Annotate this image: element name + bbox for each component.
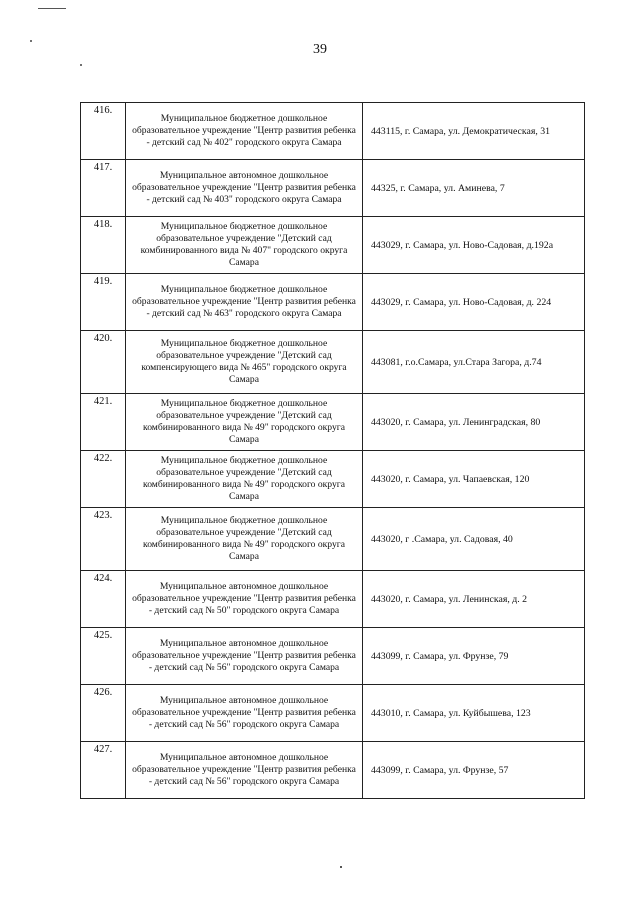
institution-name: Муниципальное автономное дошкольное образовательное учреждение "Центр развития ребенка - детский сад № 56" городского округа Самара <box>126 628 363 685</box>
institution-name: Муниципальное бюджетное дошкольное образовательное учреждение "Центр развития ребенка - детский сад № 402" городского округа Самара <box>126 103 363 160</box>
institution-address: 443020, г. Самара, ул. Чапаевская, 120 <box>363 451 585 508</box>
institution-name: Муниципальное бюджетное дошкольное образовательное учреждение "Детский сад комбинированного вида № 49" городского округа Самара <box>126 451 363 508</box>
scan-artifact-dot <box>80 64 82 66</box>
table-row <box>81 160 585 217</box>
table-row <box>81 628 585 685</box>
scan-artifact-line <box>38 8 66 9</box>
institution-name: Муниципальное бюджетное дошкольное образовательное учреждение "Детский сад компенсирующего вида № 465" городского округа Самара <box>126 331 363 394</box>
row-number: 424. <box>81 571 126 628</box>
table-row <box>81 508 585 571</box>
table-row <box>81 685 585 742</box>
institution-address: 44325, г. Самара, ул. Аминева, 7 <box>363 160 585 217</box>
institution-name: Муниципальное бюджетное дошкольное образовательное учреждение "Детский сад комбинированного вида № 49" городского округа Самара <box>126 394 363 451</box>
institution-address: 443029, г. Самара, ул. Ново-Садовая, д. 224 <box>363 274 585 331</box>
institution-address: 443115, г. Самара, ул. Демократическая, 31 <box>363 103 585 160</box>
institution-name: Муниципальное автономное дошкольное образовательное учреждение "Центр развития ребенка - детский сад № 56" городского округа Самара <box>126 742 363 799</box>
row-number: 417. <box>81 160 126 217</box>
row-number: 427. <box>81 742 126 799</box>
page-number: 39 <box>313 42 327 57</box>
table-row <box>81 451 585 508</box>
institution-name: Муниципальное бюджетное дошкольное образовательное учреждение "Центр развития ребенка - детский сад № 463" городского округа Самара <box>126 274 363 331</box>
table-row <box>81 742 585 799</box>
institutions-table <box>80 102 585 799</box>
institution-address: 443029, г. Самара, ул. Ново-Садовая, д.192а <box>363 217 585 274</box>
row-number: 426. <box>81 685 126 742</box>
institution-address: 443020, г. Самара, ул. Ленинградская, 80 <box>363 394 585 451</box>
row-number: 419. <box>81 274 126 331</box>
row-number: 416. <box>81 103 126 160</box>
row-number: 418. <box>81 217 126 274</box>
institution-address: 443010, г. Самара, ул. Куйбышева, 123 <box>363 685 585 742</box>
table-row <box>81 274 585 331</box>
row-number: 421. <box>81 394 126 451</box>
table-row <box>81 217 585 274</box>
institution-name: Муниципальное автономное дошкольное образовательное учреждение "Центр развития ребенка - детский сад № 56" городского округа Самара <box>126 685 363 742</box>
table-row <box>81 571 585 628</box>
row-number: 423. <box>81 508 126 571</box>
table-row <box>81 394 585 451</box>
institution-address: 443099, г. Самара, ул. Фрунзе, 57 <box>363 742 585 799</box>
institution-address: 443081, г.о.Самара, ул.Стара Загора, д.74 <box>363 331 585 394</box>
row-number: 420. <box>81 331 126 394</box>
institution-name: Муниципальное бюджетное дошкольное образовательное учреждение "Детский сад комбинированного вида № 49" городского округа Самара <box>126 508 363 571</box>
row-number: 422. <box>81 451 126 508</box>
institution-address: 443020, г .Самара, ул. Садовая, 40 <box>363 508 585 571</box>
institution-address: 443020, г. Самара, ул. Ленинская, д. 2 <box>363 571 585 628</box>
institution-address: 443099, г. Самара, ул. Фрунзе, 79 <box>363 628 585 685</box>
table-row <box>81 331 585 394</box>
institution-name: Муниципальное автономное дошкольное образовательное учреждение "Центр развития ребенка - детский сад № 403" городского округа Самара <box>126 160 363 217</box>
table-row <box>81 103 585 160</box>
row-number: 425. <box>81 628 126 685</box>
institution-name: Муниципальное бюджетное дошкольное образовательное учреждение "Детский сад комбинированного вида № 407" городского округа Самара <box>126 217 363 274</box>
scan-artifact-dot <box>340 866 342 868</box>
institution-name: Муниципальное автономное дошкольное образовательное учреждение "Центр развития ребенка - детский сад № 50" городского округа Самара <box>126 571 363 628</box>
